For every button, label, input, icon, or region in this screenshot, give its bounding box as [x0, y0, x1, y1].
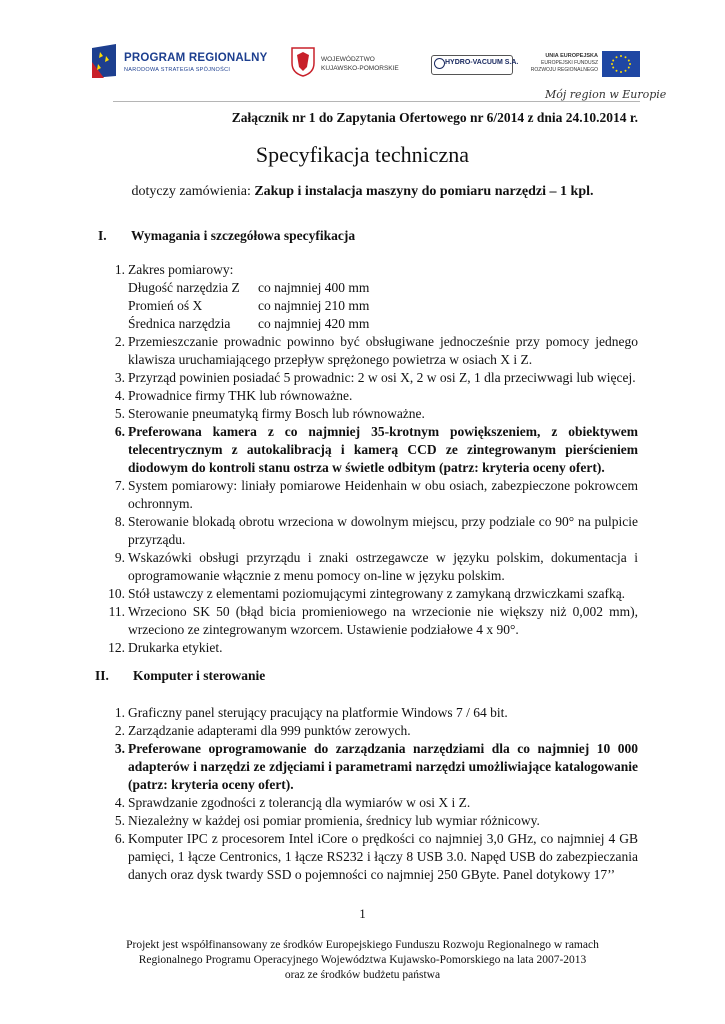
- range-value: co najmniej 400 mm: [258, 280, 370, 295]
- item-number: 10.: [108, 586, 125, 601]
- eu-line1: UNIA EUROPEJSKA: [545, 53, 598, 59]
- eu-logo: [528, 49, 640, 81]
- list-item: [105, 722, 638, 740]
- list-item: [105, 387, 638, 405]
- header-divider: [113, 101, 640, 102]
- item-text: Preferowane oprogramowanie do zarządzania narzędziami dla co najmniej 10 000 adapterów i narzędzi ze zdjęciami i parametrami narzędzi umożliwiające katalogowanie (patrz: kryteria oceny ofert).: [128, 741, 638, 792]
- item-text: System pomiarowy: liniały pomiarowe Heidenhain w obu osiach, zabezpieczone pokrowcem ochronnym.: [128, 478, 638, 511]
- item-text: Graficzny panel sterujący pracujący na platformie Windows 7 / 64 bit.: [128, 705, 508, 720]
- page-number: 1: [359, 906, 366, 921]
- voivodeship-logo: [291, 47, 411, 81]
- item-text: Komputer IPC z procesorem Intel iCore o prędkości co najmniej 3,0 GHz, co najmniej 4 GB pamięci, 1 łącze Centronics, 1 łącze RS232 i łączy 8 USB 3.0. Napęd USB do zabezpieczania danych oraz dysk twardy SSD o pojemności co najmniej 250 GByte. Panel dotykowy 17’’: [128, 831, 638, 882]
- range-value: co najmniej 420 mm: [258, 316, 370, 331]
- footer-line3: oraz ze środków budżetu państwa: [284, 969, 441, 981]
- hydro-vacuum-emblem-icon: [434, 58, 445, 69]
- section-2-title: Komputer i sterowanie: [133, 668, 266, 683]
- voivodeship-line2: KUJAWSKO-POMORSKIE: [321, 65, 399, 72]
- item-text: Prowadnice firmy THK lub równoważne.: [128, 388, 353, 403]
- list-item: [105, 812, 638, 830]
- list-item: [105, 405, 638, 423]
- section-1-number: I.: [98, 228, 107, 243]
- list-item: [105, 603, 638, 639]
- item-number: 4.: [114, 388, 125, 403]
- section-1-title: Wymagania i szczegółowa specyfikacja: [131, 228, 356, 243]
- item-number: 2.: [114, 723, 125, 738]
- list-item: [105, 513, 638, 549]
- voivodeship-text: [321, 55, 399, 73]
- item-number: 5.: [114, 813, 125, 828]
- section-2-number: II.: [95, 668, 109, 683]
- program-regionalny-logo: [90, 42, 290, 82]
- document-title: Specyfikacja techniczna: [255, 142, 470, 167]
- footer-line1: Projekt jest współfinansowany ze środków Europejskiego Funduszu Rozwoju Regionalnego w ramach: [126, 939, 599, 951]
- program-title: PROGRAM REGIONALNY: [124, 52, 268, 64]
- footer-line2: Regionalnego Programu Operacyjnego Województwa Kujawsko-Pomorskiego na lata 2007-2013: [138, 954, 587, 966]
- eu-flag-icon: [602, 51, 640, 77]
- item-text: Sprawdzanie zgodności z tolerancją dla wymiarów w osi X i Z.: [128, 795, 471, 810]
- item-text: Wskazówki obsługi przyrządu i znaki ostrzegawcze w języku polskim, dokumentacja i oprogramowanie włącznie z menu pomocy on-line w języku polskim.: [128, 550, 638, 583]
- list-item: [105, 549, 638, 585]
- list-item: [105, 639, 638, 657]
- item-text: Niezależny w każdej osi pomiar promienia, średnicy lub wymiar różnicowy.: [128, 813, 540, 828]
- item-number: 11.: [108, 604, 125, 619]
- list-item: [105, 333, 638, 369]
- list-item: [105, 477, 638, 513]
- eu-line3: ROZWOJU REGIONALNEGO: [530, 67, 598, 73]
- item-number: 5.: [114, 406, 125, 421]
- section-2-list: [105, 704, 638, 884]
- item-text: Preferowana kamera z co najmniej 35-krotnym powiększeniem, z obiektywem telecentrycznym z autokalibracją i kamerą CCD ze zintegrowanym pierścieniem diodowym do kontroli stanu ostrza w świetle odbitym (patrz: kryteria oceny ofert).: [128, 424, 638, 475]
- section-1-list: [105, 261, 638, 657]
- list-item: [105, 794, 638, 812]
- program-flag-icon: [90, 42, 118, 80]
- item-number: 7.: [114, 478, 125, 493]
- item-text: Zarządzanie adapterami dla 999 punktów zerowych.: [128, 723, 411, 738]
- range-name: Promień oś X: [128, 298, 203, 313]
- subject-prefix: dotyczy zamówienia:: [131, 184, 255, 199]
- range-row: [128, 297, 638, 315]
- hydro-vacuum-logo: [431, 55, 519, 75]
- item-number: 3.: [114, 741, 125, 756]
- list-item: [105, 704, 638, 722]
- voivodeship-line1: WOJEWÓDZTWO: [321, 56, 375, 63]
- eu-line2: EUROPEJSKI FUNDUSZ: [541, 60, 598, 66]
- header-logo-bar: [0, 0, 725, 110]
- list-item: [105, 585, 638, 603]
- item-text: Sterowanie pneumatyką firmy Bosch lub równoważne.: [128, 406, 425, 421]
- program-subtitle: NARODOWA STRATEGIA SPÓJNOŚCI: [124, 67, 231, 73]
- item-text: Zakres pomiarowy:: [128, 262, 234, 277]
- item-number: 4.: [114, 795, 125, 810]
- attachment-line: Załącznik nr 1 do Zapytania Ofertowego nr 6/2014 z dnia 24.10.2014 r.: [231, 110, 638, 125]
- item-number: 9.: [114, 550, 125, 565]
- item-text: Wrzeciono SK 50 (błąd bicia promieniowego na wrzecionie nie większy niż 0,002 mm), wrzeciono ze zintegrowanym wzorcem. Ustawienie podziałowe 4 x 90°.: [128, 604, 638, 637]
- subject-text: Zakup i instalacja maszyny do pomiaru narzędzi – 1 kpl.: [254, 184, 594, 199]
- item-text: Drukarka etykiet.: [128, 640, 223, 655]
- range-name: Długość narzędzia Z: [128, 280, 240, 295]
- item-number: 6.: [114, 424, 125, 439]
- list-item: [105, 369, 638, 387]
- eu-text: [528, 53, 598, 74]
- item-text: Sterowanie blokadą obrotu wrzeciona w dowolnym miejscu, przy podziale co 90° na pulpicie przyrządu.: [128, 514, 638, 547]
- list-item: [105, 830, 638, 884]
- range-name: Średnica narzędzia: [128, 316, 231, 331]
- item-text: Przyrząd powinien posiadać 5 prowadnic: 2 w osi X, 2 w osi Z, 1 dla przeciwwagi lub więcej.: [128, 370, 636, 385]
- region-signature: Mój region w Europie: [545, 88, 667, 101]
- funding-footer: [0, 938, 725, 983]
- item-text: Przemieszczanie prowadnic powinno być obsługiwane jednocześnie przy pomocy jednego klawisza uruchamiającego przepływ sprężonego powietrza w osiach X i Z.: [128, 334, 638, 367]
- list-item: [105, 261, 638, 333]
- item-number: 1.: [114, 262, 125, 277]
- list-item: [105, 740, 638, 794]
- item-number: 1.: [114, 705, 125, 720]
- item-number: 3.: [114, 370, 125, 385]
- range-value: co najmniej 210 mm: [258, 298, 370, 313]
- list-item: [105, 423, 638, 477]
- item-text: Stół ustawczy z elementami poziomującymi zintegrowany z zamykaną drzwiczkami szafką.: [128, 586, 626, 601]
- item-number: 2.: [114, 334, 125, 349]
- voivodeship-shield-icon: [291, 47, 315, 77]
- range-row: [128, 279, 638, 297]
- range-row: [128, 315, 638, 333]
- item-number: 8.: [114, 514, 125, 529]
- item-number: 12.: [108, 640, 125, 655]
- item-number: 6.: [114, 831, 125, 846]
- hydro-vacuum-name: HYDRO-VACUUM S.A.: [445, 59, 519, 66]
- order-subject: [0, 184, 725, 200]
